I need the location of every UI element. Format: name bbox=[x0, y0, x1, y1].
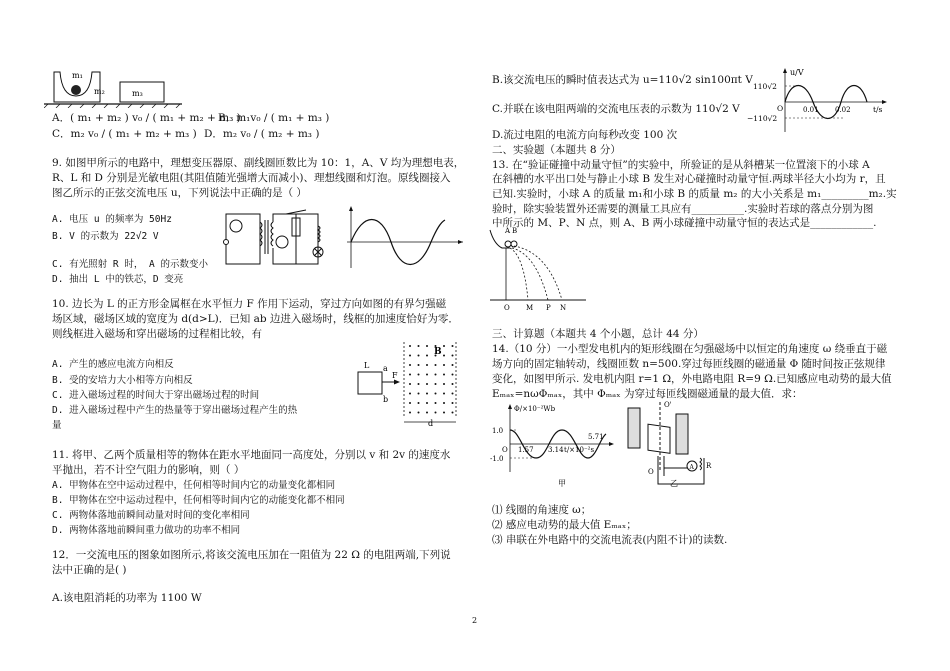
label-m1: m₁ bbox=[72, 71, 83, 80]
q9-sine-graph bbox=[345, 206, 465, 270]
q9-line-2: R、L 和 D 分别是光敏电阻(其阻值随光强增大而减小)、理想线圈和灯泡。原线圈接入 bbox=[52, 172, 451, 184]
q13-line-5: 中所示的 M、P、N 点，则 A、B 两小球碰撞中动量守恒的表达式是____________. bbox=[492, 217, 877, 229]
q13-collision-figure bbox=[488, 224, 588, 312]
q14-item-2: ⑵ 感应电动势的最大值 Eₘₐₓ； bbox=[492, 519, 637, 531]
q9-line-1: 9. 如图甲所示的电路中，理想变压器原、副线圈匝数比为 10：1，A、V 均为理想电表， bbox=[52, 157, 465, 169]
field-dot bbox=[452, 355, 454, 357]
field-dot bbox=[426, 364, 428, 366]
field-dot bbox=[426, 374, 428, 376]
q11-option-d: D. 两物体落地前瞬间重力做功的功率不相同 bbox=[52, 525, 241, 536]
q10-line-2: 场区域，磁场区域的宽度为 d(d>L)．已知 ab 边进入磁场时，线框的加速度恰好为零． bbox=[52, 313, 459, 325]
q13-line-1: 13. 在“验证碰撞中动量守恒”的实验中，所验证的是从斜槽某一位置滚下的小球 A bbox=[492, 159, 870, 171]
field-dot bbox=[426, 345, 428, 347]
page-number: 2 bbox=[472, 616, 478, 625]
q8-option-d: D．m₂ v₀ / ( m₂ + m₃ ) bbox=[204, 128, 320, 140]
q11-option-a: A. 甲物体在空中运动过程中，任何相等时间内它的动量变化都相同 bbox=[52, 480, 336, 491]
q12-option-d: D.流过电阻的电流方向每秒改变 100 次 bbox=[492, 129, 678, 141]
field-dot bbox=[452, 412, 454, 414]
q10-line-3: 则线框进入磁场和穿出磁场的过程相比较，有 bbox=[52, 328, 262, 340]
q8-option-b: B．m₁v₀ / ( m₁ + m₃ ) bbox=[218, 112, 330, 124]
q14-line-2: 场方向的固定轴转动，线圈匝数 n=500.穿过每匝线圈的磁通量 Φ 随时间按正弦规律 bbox=[492, 358, 886, 370]
q14-fig-label-r: R bbox=[706, 462, 712, 470]
field-dot bbox=[418, 364, 420, 366]
q13-label-N: N bbox=[560, 304, 567, 312]
q8-option-a: A．( m₁ + m₂ ) v₀ / ( m₁ + m₂ + m₃ ) bbox=[52, 112, 241, 124]
field-dot bbox=[452, 393, 454, 395]
field-dot bbox=[443, 412, 445, 414]
field-dot bbox=[426, 412, 428, 414]
q11-line-1: 11. 将甲、乙两个质量相等的物体在距水平地面同一高度处，分别以 v 和 2v 的速度水 bbox=[52, 449, 451, 461]
field-dot bbox=[409, 374, 411, 376]
q8-option-c: C．m₂ v₀ / ( m₁ + m₂ + m₃ ) bbox=[52, 128, 197, 140]
field-dot bbox=[426, 402, 428, 404]
q9-line-3: 图乙所示的正弦交流电压 u，下列说法中正确的是（ ） bbox=[52, 187, 307, 199]
field-dot bbox=[435, 412, 437, 414]
field-dot bbox=[426, 355, 428, 357]
field-dot bbox=[443, 393, 445, 395]
field-dot bbox=[443, 402, 445, 404]
field-dot bbox=[443, 383, 445, 385]
q10-line-1: 10. 边长为 L 的正方形金属框在水平恒力 F 作用下运动，穿过方向如图的有界匀强磁 bbox=[52, 298, 447, 310]
field-dot bbox=[409, 402, 411, 404]
q14-graph-t2: 3.14 bbox=[548, 446, 564, 454]
field-dot bbox=[452, 374, 454, 376]
q13-label-A: A bbox=[505, 227, 511, 235]
q12-graph-t1: 0.01 bbox=[803, 106, 819, 114]
label-m2: m₂ bbox=[94, 87, 105, 96]
q13-line-4: 验时，除实验装置外还需要的测量工具应有__________.实验时若球的落点分别为图 bbox=[492, 203, 874, 215]
field-dot bbox=[418, 393, 420, 395]
q10-option-d-cont: 量 bbox=[52, 420, 62, 431]
q9-option-a: A. 电压 u 的频率为 50Hz bbox=[52, 214, 172, 225]
q13-label-P: P bbox=[546, 304, 551, 312]
field-dot bbox=[452, 383, 454, 385]
q14-generator-figure bbox=[618, 400, 718, 490]
field-dot bbox=[426, 393, 428, 395]
q14-graph-y2: -1.0 bbox=[490, 455, 504, 463]
field-dot bbox=[418, 374, 420, 376]
label-m3: m₃ bbox=[132, 89, 143, 98]
q8-figure bbox=[44, 68, 184, 108]
q14-graph-caption: 甲 bbox=[558, 479, 566, 488]
q12-graph-ymax: 110√2 bbox=[753, 82, 777, 91]
field-dot bbox=[418, 383, 420, 385]
q10-option-d: D. 进入磁场过程中产生的热量等于穿出磁场过程产生的热 bbox=[52, 405, 298, 416]
q12-option-c: C.并联在该电阻两端的交流电压表的示数为 110√2 V bbox=[492, 103, 740, 115]
q9-circuit-figure bbox=[222, 208, 332, 270]
q9-option-d: D. 抽出 L 中的铁芯，D 变亮 bbox=[52, 274, 184, 285]
q14-flux-graph bbox=[488, 400, 618, 490]
q12-voltage-graph bbox=[745, 66, 895, 136]
section-experiment-heading: 二、实验题（本题共 8 分） bbox=[492, 144, 621, 156]
q12-graph-t2: 0.02 bbox=[835, 106, 851, 114]
field-dot bbox=[409, 412, 411, 414]
q13-line-3: 已知.实验时，小球 A 的质量 m₁和小球 B 的质量 m₂ 的大小关系是 m₁_________m₂.实 bbox=[492, 188, 897, 200]
q14-line-1: 14.（10 分）一小型发电机内的矩形线圈在匀强磁场中以恒定的角速度 ω 绕垂直于磁 bbox=[492, 343, 888, 355]
q10-label-d: d bbox=[428, 419, 434, 428]
q10-label-L: L bbox=[364, 361, 370, 370]
field-dot bbox=[452, 364, 454, 366]
q14-item-3: ⑶ 串联在外电路中的交流电流表(内阻不计)的读数. bbox=[492, 534, 728, 546]
q11-option-c: C. 两物体落地前瞬间动量对时间的变化率相同 bbox=[52, 510, 250, 521]
q10-label-b: b bbox=[383, 395, 389, 404]
q14-graph-xlabel: t/×10⁻²s bbox=[564, 446, 595, 454]
q10-label-B: B bbox=[434, 347, 442, 357]
field-dot bbox=[452, 345, 454, 347]
q11-line-2: 平抛出，若不计空气阻力的影响，则（ ） bbox=[52, 464, 245, 476]
q14-fig-label-o: O bbox=[648, 468, 654, 476]
q14-graph-t1: 1.57 bbox=[518, 446, 534, 454]
q13-label-B: B bbox=[512, 227, 518, 235]
q14-fig-caption: 乙 bbox=[670, 479, 678, 488]
field-dot bbox=[409, 364, 411, 366]
field-dot bbox=[443, 345, 445, 347]
q12-line-1: 12．一交流电压的图象如图所示,将该交流电压加在一阻值为 22 Ω 的电阻两端,下列说 bbox=[52, 549, 451, 561]
q10-option-a: A. 产生的感应电流方向相反 bbox=[52, 359, 174, 370]
q14-line-4: Eₘₐₓ=nωΦₘₐₓ，其中 Φₘₐₓ 为穿过每匝线圈磁通量的最大值．求： bbox=[492, 388, 803, 400]
q12-graph-ylabel: u/V bbox=[790, 68, 804, 77]
q14-graph-ylabel: Φ/×10⁻²Wb bbox=[514, 405, 556, 413]
q14-line-3: 变化，如图甲所示. 发电机内阻 r=1 Ω，外电路电阻 R=9 Ω.已知感应电动势的最大值 bbox=[492, 373, 892, 385]
q10-option-b: B. 受的安培力大小相等方向相反 bbox=[52, 375, 193, 386]
q12-graph-origin: O bbox=[777, 104, 784, 113]
q14-graph-y1: 1.0 bbox=[492, 427, 504, 435]
field-dot bbox=[452, 402, 454, 404]
q14-item-1: ⑴ 线圈的角速度 ω； bbox=[492, 504, 592, 516]
field-dot bbox=[409, 383, 411, 385]
q14-fig-label-o1: O' bbox=[664, 401, 672, 409]
q14-fig-label-a: A bbox=[689, 464, 694, 471]
field-dot bbox=[435, 383, 437, 385]
field-dot bbox=[409, 393, 411, 395]
field-dot bbox=[409, 345, 411, 347]
field-dot bbox=[409, 355, 411, 357]
q9-option-c: C. 有光照射 R 时， A 的示数变小 bbox=[52, 259, 208, 270]
q13-label-O: O bbox=[504, 304, 510, 312]
q12-line-2: 法中正确的是( ) bbox=[52, 564, 127, 576]
q10-option-c: C. 进入磁场过程的时间大于穿出磁场过程的时间 bbox=[52, 390, 260, 401]
q13-label-M: M bbox=[526, 304, 534, 312]
q12-option-b: B.该交流电压的瞬时值表达式为 u=110√2 sin100πt V bbox=[492, 74, 753, 86]
field-dot bbox=[426, 383, 428, 385]
field-dot bbox=[443, 355, 445, 357]
q12-graph-ymin: −110√2 bbox=[747, 114, 778, 123]
q10-label-F: F bbox=[392, 371, 398, 380]
field-dot bbox=[443, 364, 445, 366]
field-dot bbox=[435, 364, 437, 366]
field-dot bbox=[443, 374, 445, 376]
field-dot bbox=[435, 402, 437, 404]
field-dot bbox=[418, 412, 420, 414]
field-dot bbox=[435, 374, 437, 376]
section-calculation-heading: 三、计算题（本题共 4 个小题，总计 44 分） bbox=[492, 328, 704, 340]
field-dot bbox=[418, 402, 420, 404]
q13-line-2: 在斜槽的水平出口处与静止小球 B 发生对心碰撞时动量守恒.两球半径大小均为 r，且 bbox=[492, 173, 886, 185]
field-dot bbox=[418, 355, 420, 357]
q10-magnetic-field-figure bbox=[350, 338, 462, 428]
q12-graph-xlabel: t/s bbox=[873, 105, 883, 114]
q10-label-a: a bbox=[383, 364, 388, 373]
q11-option-b: B. 甲物体在空中运动过程中，任何相等时间内它的动能变化都不相同 bbox=[52, 495, 345, 506]
field-dot bbox=[418, 345, 420, 347]
q14-graph-origin: O bbox=[502, 446, 508, 454]
q12-option-a: A.该电阻消耗的功率为 1100 W bbox=[52, 592, 202, 604]
q9-option-b: B. V 的示数为 22√2 V bbox=[52, 231, 159, 242]
q14-graph-t3: 5.71 bbox=[588, 433, 604, 441]
field-dot bbox=[435, 393, 437, 395]
